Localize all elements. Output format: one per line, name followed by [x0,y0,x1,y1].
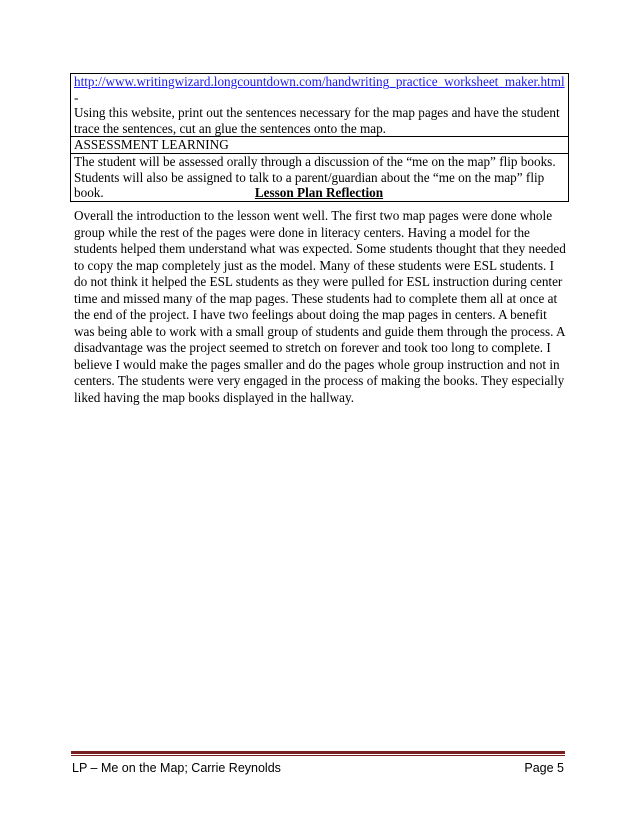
page-number: Page 5 [524,761,564,775]
footer-divider [71,751,565,754]
reflection-body: Overall the introduction to the lesson went well. The first two map pages were done whole group while the rest of the pages were done in literacy centers. Having a model for the students helped them understand what was expected. Some students thought that they needed to copy the map completely just as the model. Many of these students were ESL students. I do not think it helped the ESL students as they were pulled for ESL instruction during center time and missed many of the map pages. These students had to complete them all at once at the end of the project. I have two feelings about doing the map pages in centers. A benefit was being able to work with a small group of students and guide them through the process. A disadvantage was the project seemed to stretch on forever and took too long to complete. I believe I would make the pages smaller and do the pages whole group instruction and not in centers. The students were very engaged in the process of making the books. They especially liked having the map books displayed in the hallway. [74,208,566,405]
footer-title: LP – Me on the Map; Carrie Reynolds [72,761,281,775]
footer-divider-thin [71,755,565,756]
lesson-plan-table [70,73,569,202]
assessment-text: The student will be assessed orally through a discussion of the “me on the map” flip books. Students will also be assigned to talk to a parent/guardian about the “me on the map” flip book. [71,153,569,201]
resource-text: Using this website, print out the sentences necessary for the map pages and have the student trace the sentences, cut an glue the sentences onto the map. [74,105,560,136]
resource-cell [71,74,569,137]
reflection-title: Lesson Plan Reflection [254,185,384,200]
table-row [71,74,569,137]
resource-link[interactable]: http://www.writingwizard.longcountdown.com/handwriting_practice_worksheet_maker.html [74,74,565,89]
table-row [71,137,569,154]
resource-link-suffix: - [74,89,79,105]
assessment-header: ASSESSMENT LEARNING [71,137,569,154]
